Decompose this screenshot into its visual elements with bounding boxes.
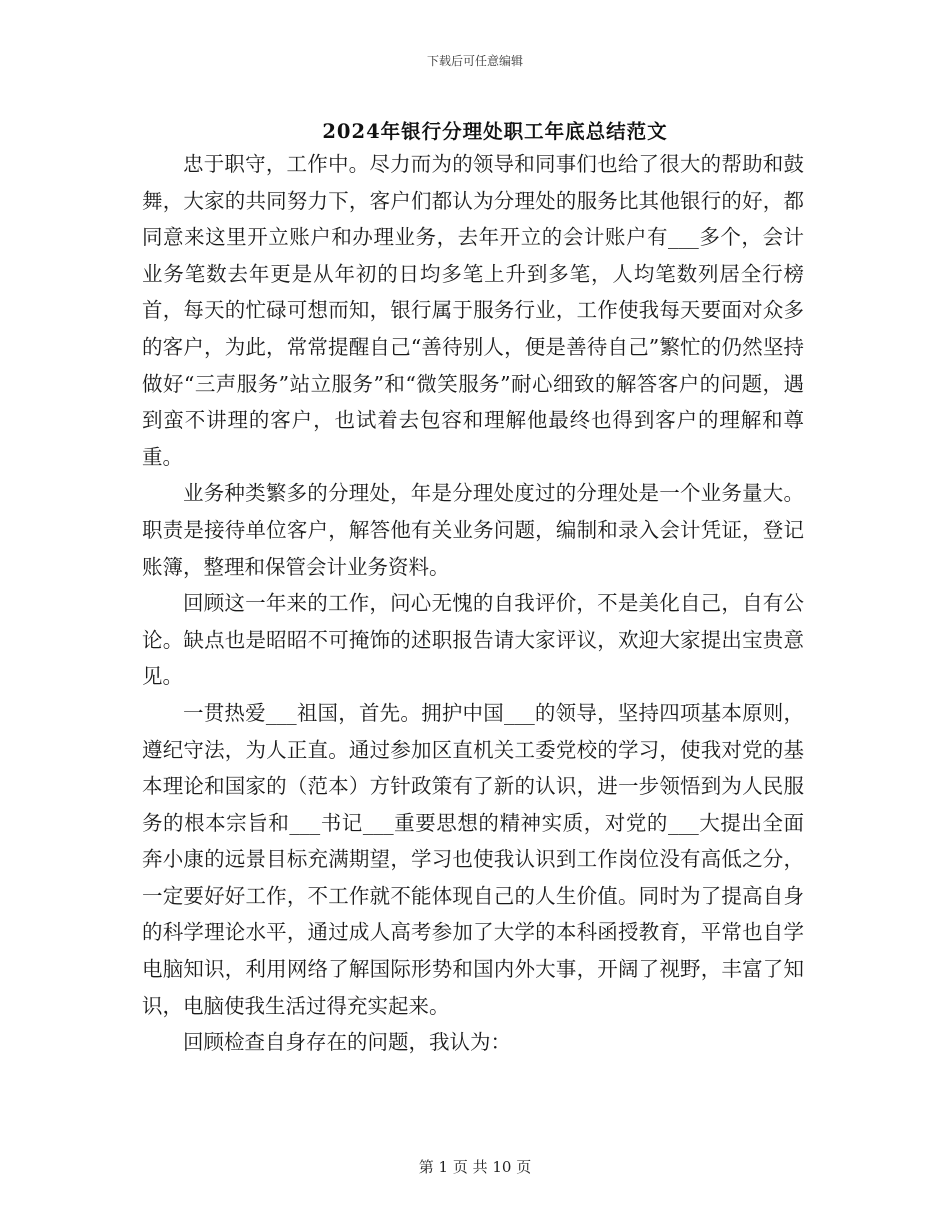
document-body [142,146,804,1061]
document-title: 2024年银行分理处职工年底总结范文 [322,120,668,143]
paragraph: 一贯热爱___祖国，首先。拥护中国___的领导，坚持四项基本原则，遵纪守法，为人正直。通过参加区直机关工委党校的学习，使我对党的基本理论和国家的（范本）方针政策有了新的认识，进一步领悟到为人民服务的根本宗旨和___书记___重要思想的精神实质，对党的___大提出全面奔小康的远景目标充满期望，学习也使我认识到工作岗位没有高低之分，一定要好好工作，不工作就不能体现自己的人生价值。同时为了提高自身的科学理论水平，通过成人高考参加了大学的本科函授教育，平常也自学电脑知识，利用网络了解国际形势和国内外大事，开阔了视野，丰富了知识，电脑使我生活过得充实起来。 [142,700,804,1018]
paragraph: 忠于职守，工作中。尽力而为的领导和同事们也给了很大的帮助和鼓舞，大家的共同努力下，客户们都认为分理处的服务比其他银行的好，都同意来这里开立账户和办理业务，去年开立的会计账户有___多个，会计业务笔数去年更是从年初的日均多笔上升到多笔，人均笔数列居全行榜首，每天的忙碌可想而知，银行属于服务行业，工作使我每天要面对众多的客户，为此，常常提醒自己“善待别人，便是善待自己”繁忙的仍然坚持做好“三声服务”站立服务”和“微笑服务”耐心细致的解答客户的问题，遇到蛮不讲理的客户，也试着去包容和理解他最终也得到客户的理解和尊重。 [142,152,804,469]
paragraph: 回顾这一年来的工作，问心无愧的自我评价，不是美化自己，自有公论。缺点也是昭昭不可掩饰的述职报告请大家评议，欢迎大家提出宝贵意见。 [142,591,804,689]
header-note: 下载后可任意编辑 [426,54,523,68]
page-number: 第 1 页 共 10 页 [418,1158,532,1176]
paragraph: 回顾检查自身存在的问题，我认为： [183,1030,511,1055]
paragraph: 业务种类繁多的分理处，年是分理处度过的分理处是一个业务量大。职责是接待单位客户，解答他有关业务问题，编制和录入会计凭证，登记账簿，整理和保管会计业务资料。 [142,481,804,579]
